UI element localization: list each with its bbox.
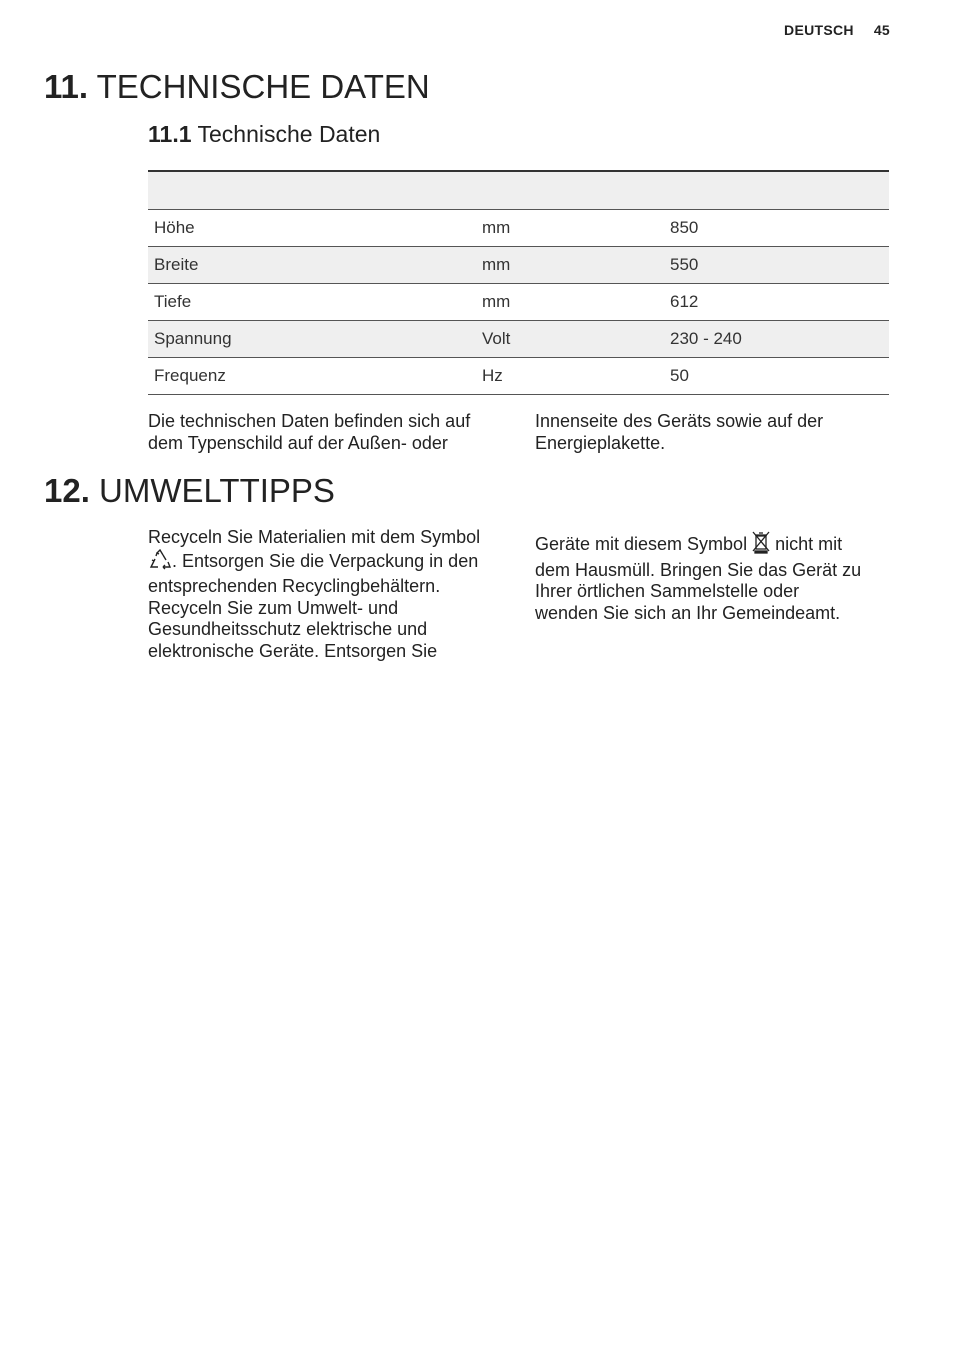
row-value: 50 [664,358,889,395]
subsection-title: Technische Daten [197,121,381,147]
row-label: Höhe [148,210,476,247]
section-11-heading [44,70,430,103]
header-language: DEUTSCH [784,22,854,38]
page-header [784,22,890,38]
environment-text-left: Recyceln Sie Materialien mit dem Symbol . Entsorgen Sie die Verpackung in den entsprechenden Recyclingbehältern. Recyceln Sie zum Umwelt- und Gesundheitsschutz elektrische und elektronische Geräte. Entsorgen Sie [148,527,481,661]
table-row [148,321,889,358]
page-number: 45 [873,22,890,38]
technical-data-table [148,170,889,395]
table-row [148,284,889,321]
environment-text-right: Geräte mit diesem Symbol nicht mit dem Hausmüll. Bringen Sie das Gerät zu Ihrer örtlichen Sammelstelle oder wenden Sie sich an Ihr Gemeindeamt. [535,530,895,624]
row-label: Frequenz [148,358,476,395]
row-value: 612 [664,284,889,321]
row-value: 230 - 240 [664,321,889,358]
technical-data-note-right: Innenseite des Geräts sowie auf der Energieplakette. [535,411,824,453]
table-row [148,358,889,395]
section-12-heading [44,474,335,507]
technical-data-note-left: Die technischen Daten befinden sich auf dem Typenschild auf der Außen- oder [148,411,471,453]
table-row [148,210,889,247]
table-row [148,247,889,284]
crossed-bin-icon [752,530,770,560]
table-header-row [148,171,889,210]
row-label: Tiefe [148,284,476,321]
row-unit: mm [476,247,664,284]
row-unit: Hz [476,358,664,395]
row-label: Breite [148,247,476,284]
row-value: 550 [664,247,889,284]
section-12-number: 12. [44,472,90,509]
row-unit: Volt [476,321,664,358]
recycling-icon [148,549,172,577]
row-unit: mm [476,210,664,247]
section-11-number: 11. [44,68,89,105]
subsection-11-1-heading [148,123,380,146]
section-12-title: UMWELTTIPPS [99,472,335,509]
section-11-title: TECHNISCHE DATEN [96,68,430,105]
subsection-number: 11.1 [148,121,192,147]
row-value: 850 [664,210,889,247]
row-unit: mm [476,284,664,321]
row-label: Spannung [148,321,476,358]
